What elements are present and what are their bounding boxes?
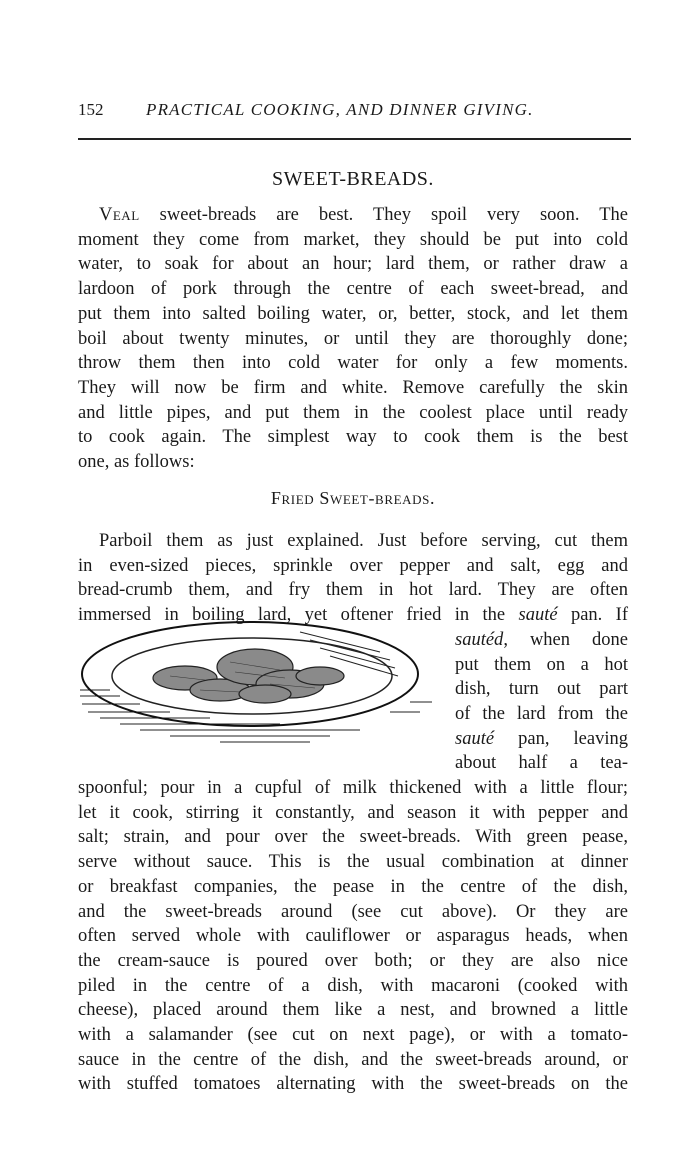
text-line: and little pipes, and put them in the coolest place until ready	[78, 402, 628, 423]
text-line: dish, turn out part	[455, 679, 628, 700]
text-span: pan. If	[557, 605, 628, 626]
text-span: sweet-breads are best. They spoil very soon. The	[139, 205, 628, 225]
running-title: PRACTICAL COOKING, AND DINNER GIVING.	[146, 100, 534, 119]
text-line: Parboil them as just explained. Just before serving, cut them	[99, 531, 628, 551]
text-line: in even-sized pieces, sprinkle over pepper and salt, egg and	[78, 555, 628, 576]
page-number: 152	[78, 100, 104, 119]
text-line: piled in the centre of a dish, with macaroni (cooked with	[78, 975, 628, 996]
text-line: boil about twenty minutes, or until they are thoroughly done;	[78, 328, 628, 349]
text-line	[455, 628, 628, 652]
text-span: , when done	[503, 629, 628, 650]
text-line	[455, 727, 628, 751]
text-line: throw them then into cold water for only a few moments.	[78, 353, 628, 374]
text-line: bread-crumb them, and fry them in hot lard. They are often	[78, 580, 628, 601]
drop-word: Veal	[99, 205, 140, 225]
text-line	[99, 203, 628, 227]
text-line: often served whole with cauliflower or asparagus heads, when	[78, 926, 628, 947]
italic-term: sauté	[518, 605, 558, 626]
text-line: with a salamander (see cut on next page), or with a tomato-	[78, 1025, 628, 1045]
text-line: lardoon of pork through the centre of each sweet-bread, and	[78, 279, 628, 300]
text-line: to cook again. The simplest way to cook them is the best	[78, 427, 628, 448]
text-line: spoonful; pour in a cupful of milk thickened with a little flour;	[78, 778, 628, 798]
text-line: salt; strain, and pour over the sweet-breads. With green pease,	[78, 827, 628, 848]
header-rule	[78, 138, 631, 140]
text-line: and the sweet-breads around (see cut above). Or they are	[78, 901, 628, 922]
text-line: serve without sauce. This is the usual combination at dinner	[78, 852, 628, 873]
text-span: immersed in boiling lard, yet oftener fried in the	[78, 605, 519, 626]
italic-term: sauté	[455, 728, 495, 749]
text-line: water, to soak for about an hour; lard them, or rather draw a	[78, 254, 628, 275]
text-line: sauce in the centre of the dish, and the sweet-breads around, or	[78, 1049, 628, 1070]
text-line: about half a tea-	[455, 753, 628, 774]
text-line: put them into salted boiling water, or, better, stock, and let them	[78, 303, 628, 324]
text-line: the cream-sauce is poured over both; or they are also nice	[78, 950, 628, 971]
section-title: SWEET-BREADS.	[272, 168, 434, 190]
sweet-breads-platter-illustration	[80, 612, 445, 752]
text-line: with stuffed tomatoes alternating with the sweet-breads on the	[78, 1074, 628, 1095]
sweet-breads-food	[153, 649, 344, 703]
italic-term: sautéd	[455, 629, 504, 650]
text-line: moment they come from market, they should be put into cold	[78, 229, 628, 250]
text-line: They will now be firm and white. Remove carefully the skin	[78, 377, 628, 398]
text-line: put them on a hot	[455, 654, 628, 675]
subheading: Fried Sweet-breads.	[270, 488, 436, 508]
text-span: pan, leaving	[494, 728, 628, 749]
text-line: one, as follows:	[78, 452, 195, 472]
text-line: of the lard from the	[455, 703, 628, 724]
text-line: or breakfast companies, the pease in the centre of the dish,	[78, 876, 628, 897]
text-line: cheese), placed around them like a nest, and browned a little	[78, 1000, 628, 1021]
text-line: let it cook, stirring it constantly, and season it with pepper and	[78, 802, 628, 823]
